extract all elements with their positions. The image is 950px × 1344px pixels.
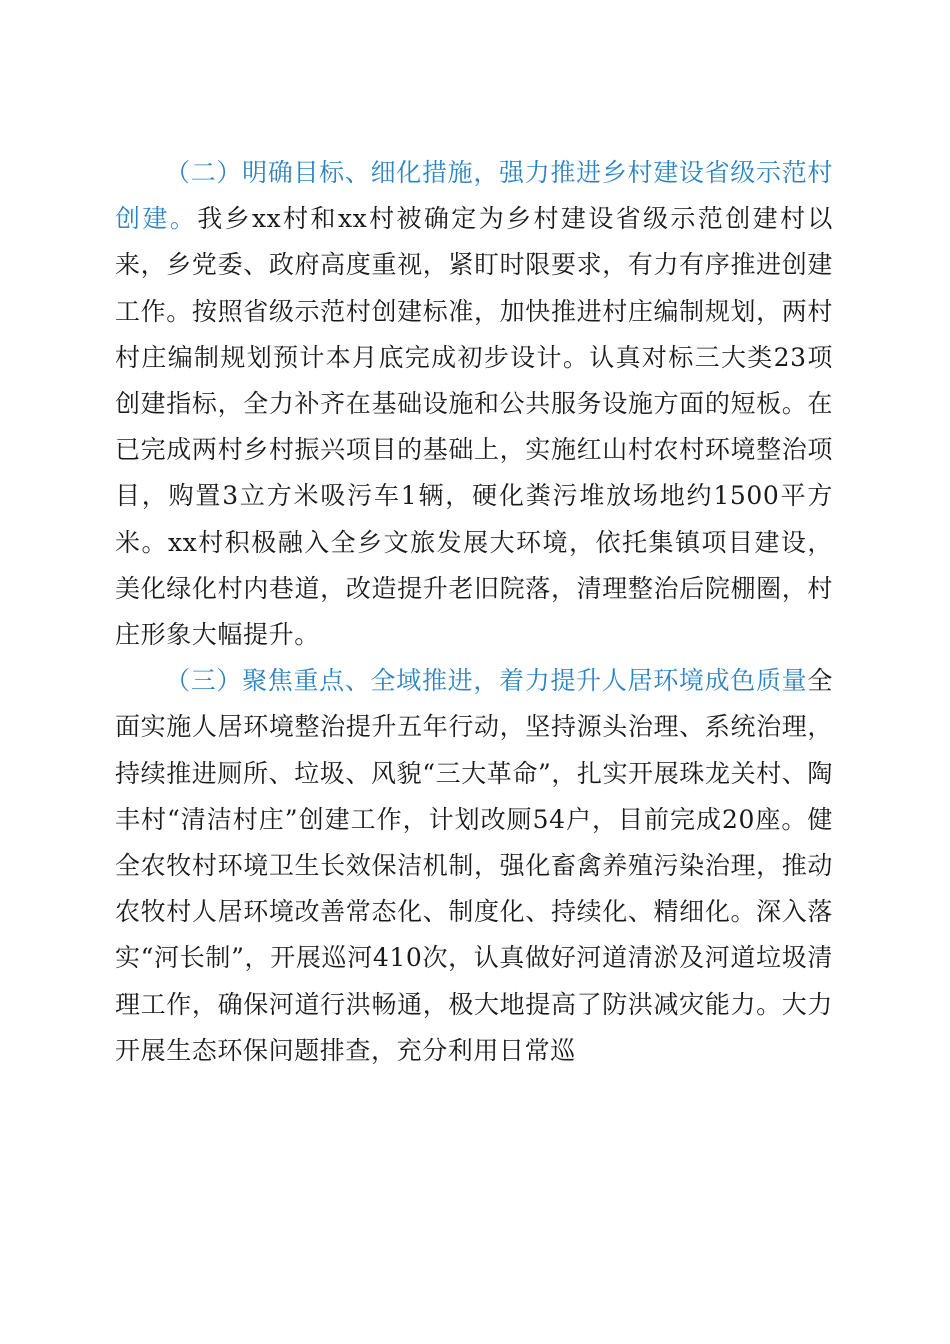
document-body [115,150,833,1074]
paragraph-text-2: 我乡xx村和xx村被确定为乡村建设省级示范创建村以来，乡党委、政府高度重视，紧盯时限要求，有力有序推进创建工作。按照省级示范村创建标准，加快推进村庄编制规划，两村村庄编制规划预计本月底完成初步设计。认真对标三大类23项创建指标，全力补齐在基础设施和公共服务设施方面的短板。在已完成两村乡村振兴项目的基础上，实施红山村农村环境整治项目，购置3立方米吸污车1辆，硬化粪污堆放场地约1500平方米。xx村积极融入全乡文旅发展大环境，依托集镇项目建设，美化绿化村内巷道，改造提升老旧院落，清理整治后院棚圈，村庄形象大幅提升。 [115,204,833,650]
paragraph-2 [115,150,833,658]
paragraph-3 [115,658,833,1074]
section-heading-2: （二）明确目标、细化措施，强力推进乡村建设省级示范村创建。 [115,158,833,234]
section-heading-3: （三）聚焦重点、全域推进，着力提升人居环境成色质量 [165,666,808,696]
paragraph-text-3: 全面实施人居环境整治提升五年行动，坚持源头治理、系统治理，持续推进厕所、垃圾、风貌“三大革命”，扎实开展珠龙关村、陶丰村“清洁村庄”创建工作，计划改厕54户，目前完成20座。健全农牧村环境卫生长效保洁机制，强化畜禽养殖污染治理，推动农牧村人居环境改善常态化、制度化、持续化、精细化。深入落实“河长制”，开展巡河410次，认真做好河道清淤及河道垃圾清理工作，确保河道行洪畅通，极大地提高了防洪减灾能力。大力开展生态环保问题排查，充分利用日常巡 [115,666,833,1065]
